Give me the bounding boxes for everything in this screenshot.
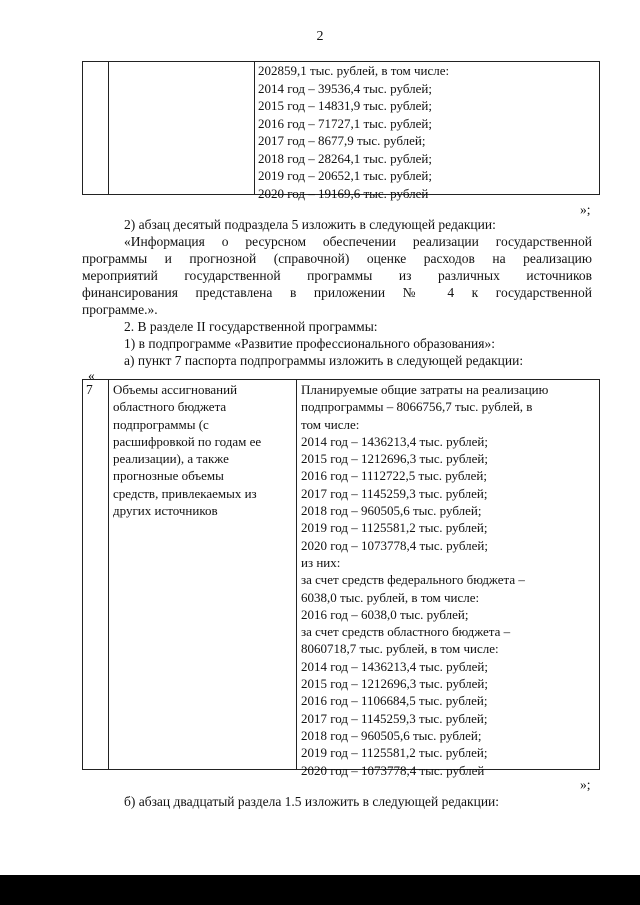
table1-col-num — [82, 61, 109, 195]
table2-value-line: подпрограммы – 8066756,7 тыс. рублей, в — [301, 399, 533, 415]
table2-value-line: 2020 год – 1073778,4 тыс. рублей — [301, 762, 485, 778]
table2-label-line: расшифровкой по годам ее — [113, 433, 262, 449]
table2-value-line: 2016 год – 1106684,5 тыс. рублей; — [301, 693, 488, 709]
table2-value-line: 2016 год – 6038,0 тыс. рублей; — [301, 606, 469, 622]
table2-value-line: 2014 год – 1436213,4 тыс. рублей; — [301, 433, 488, 449]
table2-label-line: областного бюджета — [113, 399, 227, 415]
table2-value-line: 8060718,7 тыс. рублей, в том числе: — [301, 641, 499, 657]
table2-label-line: других источников — [113, 503, 218, 519]
paragraph-line: программы и прогнозной (справочной) оценке расходов на реализацию — [82, 251, 592, 266]
table2-value-line: из них: — [301, 554, 341, 570]
table2-label-line: подпрограммы (с — [113, 416, 209, 432]
table2-value-line: 2018 год – 960505,6 тыс. рублей; — [301, 727, 482, 743]
paragraph-abzac-20: б) абзац двадцатый раздела 1.5 изложить в следующей редакции: — [124, 794, 500, 809]
table2-close-quote: »; — [580, 777, 591, 792]
table2-value-line: за счет средств федерального бюджета – — [301, 572, 525, 588]
table2-col-num — [82, 379, 109, 770]
paragraph-line: «Информация о ресурсном обеспечении реализации государственной — [124, 234, 592, 249]
table2-label-line: Объемы ассигнований — [113, 382, 238, 397]
table2-value-lines — [301, 381, 548, 779]
paragraph-line: финансирования представлена в приложении № 4 к государственной — [82, 285, 592, 300]
paragraph-subprogram: 1) в подпрограмме «Развитие профессионального образования»: — [124, 336, 495, 351]
table2-value-line: 2019 год – 1125581,2 тыс. рублей; — [301, 745, 488, 761]
paragraph-section-2: 2. В разделе II государственной программы: — [124, 319, 378, 334]
paragraph-line: мероприятий государственной программы из различных источников — [82, 268, 592, 283]
table1-line: 2018 год – 28264,1 тыс. рублей; — [258, 150, 432, 166]
table2-value-line: 2019 год – 1125581,2 тыс. рублей; — [301, 520, 488, 536]
table2-value-line: за счет средств областного бюджета – — [301, 624, 511, 640]
table1-close-quote: »; — [580, 202, 591, 217]
table2-value-line: 2016 год – 1112722,5 тыс. рублей; — [301, 468, 487, 484]
table2-value-line: 2014 год – 1436213,4 тыс. рублей; — [301, 658, 488, 674]
scan-bottom-border — [0, 875, 640, 905]
table2-label-line: средств, привлекаемых из — [113, 485, 257, 501]
table2-label-line: реализации), а также — [113, 451, 229, 467]
table1-line: 2014 год – 39536,4 тыс. рублей; — [258, 80, 432, 96]
paragraph-point-7: а) пункт 7 паспорта подпрограммы изложить в следующей редакции: — [124, 353, 524, 368]
table2-value-line: 2015 год – 1212696,3 тыс. рублей; — [301, 451, 488, 467]
table2-value-line: 2015 год – 1212696,3 тыс. рублей; — [301, 676, 488, 692]
table2-value-line: 6038,0 тыс. рублей, в том числе: — [301, 589, 480, 605]
table2-value-line: Планируемые общие затраты на реализацию — [301, 382, 549, 397]
table2-value-line: 2020 год – 1073778,4 тыс. рублей; — [301, 537, 488, 553]
table2-value-line: 2017 год – 1145259,3 тыс. рублей; — [301, 485, 488, 501]
table1-line: 2020 год – 19169,6 тыс. рублей — [258, 185, 429, 201]
table2-label-line: прогнозные объемы — [113, 468, 224, 484]
table1-line: 2019 год – 20652,1 тыс. рублей; — [258, 168, 432, 183]
table2-value-line: том числе: — [301, 416, 360, 432]
table1-col-label — [108, 61, 255, 195]
paragraph-info — [82, 233, 592, 318]
table1-line: 2015 год – 14831,9 тыс. рублей; — [258, 98, 432, 113]
paragraph-line: программе.». — [82, 302, 158, 317]
table2-label-lines — [113, 381, 261, 519]
page-number: 2 — [316, 29, 324, 44]
table1-line: 2016 год – 71727,1 тыс. рублей; — [258, 115, 432, 131]
table2-value-line: 2017 год – 1145259,3 тыс. рублей; — [301, 710, 488, 726]
table2-open-quote: « — [88, 368, 95, 383]
table1-line: 2017 год – 8677,9 тыс. рублей; — [258, 133, 426, 148]
table1-line: 202859,1 тыс. рублей, в том числе: — [258, 63, 450, 78]
table2-row-number: 7 — [86, 382, 93, 397]
paragraph-abzac-10: 2) абзац десятый подраздела 5 изложить в следующей редакции: — [124, 217, 496, 232]
table1-value-lines — [258, 62, 449, 202]
table2-value-line: 2018 год – 960505,6 тыс. рублей; — [301, 503, 482, 519]
